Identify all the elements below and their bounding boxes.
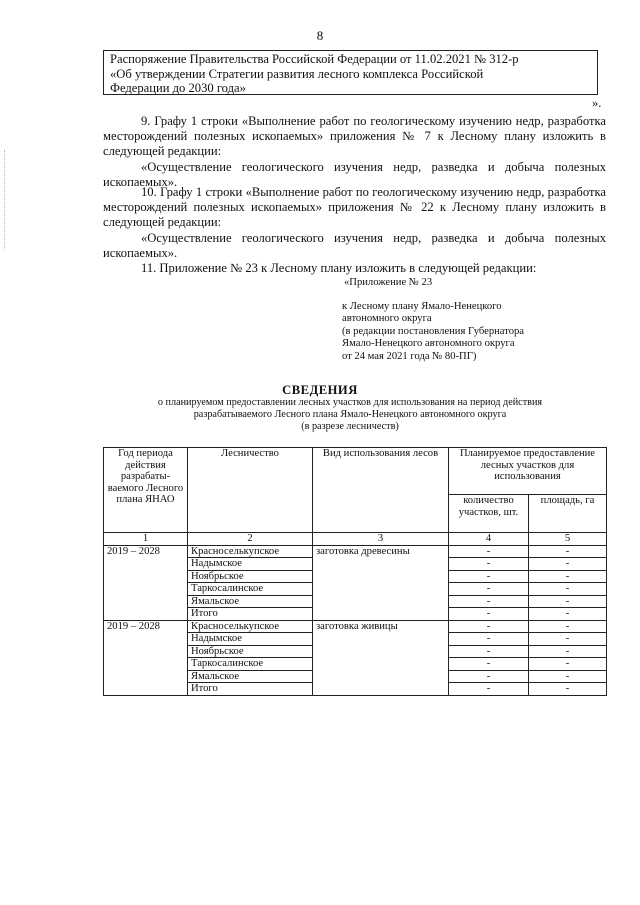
header-planned: Планируемое предоставление лесных участков для использования: [449, 448, 607, 495]
table-header-row: [104, 448, 607, 495]
count-cell: -: [449, 683, 529, 696]
section-subtitle: [100, 397, 600, 433]
paragraph-9: 9. Графу 1 строки «Выполнение работ по геологическому изучению недр, разработка месторождений полезных ископаемых» приложения № 7 к Лесному плану изложить в следующей редакции:: [103, 114, 606, 158]
area-cell: -: [529, 570, 607, 583]
col-number: 4: [449, 533, 529, 546]
forestry-cell: Красноселькупское: [188, 545, 313, 558]
forestry-cell: Таркосалинское: [188, 583, 313, 596]
subtitle-line-3: (в разрезе лесничеств): [301, 421, 399, 432]
subtitle-line-1: о планируемом предоставлении лесных участков для использования на период действия: [157, 397, 543, 408]
forestry-cell: Ямальское: [188, 595, 313, 608]
col-number: 5: [529, 533, 607, 546]
col-number: 1: [104, 533, 188, 546]
area-cell: -: [529, 583, 607, 596]
appendix-note: [342, 277, 602, 363]
count-cell: -: [449, 620, 529, 633]
page-number: 8: [316, 28, 324, 43]
period-cell: 2019 – 2028: [104, 545, 188, 620]
count-cell: -: [449, 645, 529, 658]
area-cell: -: [529, 633, 607, 646]
header-use-type: Вид использования лесов: [313, 448, 449, 533]
appendix-title: «Приложение № 23: [344, 277, 433, 288]
area-cell: -: [529, 620, 607, 633]
closing-quote: ».: [592, 96, 602, 110]
area-cell: -: [529, 645, 607, 658]
area-cell: -: [529, 670, 607, 683]
header-area: площадь, га: [529, 495, 607, 533]
count-cell: -: [449, 583, 529, 596]
paragraph-10-quote: «Осуществление геологического изучения недр, разведка и добыча полезных ископаемых».: [103, 231, 606, 260]
forestry-cell: Красноселькупское: [188, 620, 313, 633]
count-cell: -: [449, 545, 529, 558]
forestry-cell: Ноябрьское: [188, 570, 313, 583]
count-cell: -: [449, 595, 529, 608]
period-cell: 2019 – 2028: [104, 620, 188, 695]
forestry-cell: Ямальское: [188, 670, 313, 683]
section-title: СВЕДЕНИЯ: [282, 383, 358, 397]
use-type-cell: заготовка древесины: [313, 545, 449, 620]
area-cell: -: [529, 545, 607, 558]
header-count: количество участков, шт.: [449, 495, 529, 533]
appendix-line-4: Ямало-Ненецкого автономного округа: [342, 338, 515, 349]
paragraph-9-quote: «Осуществление геологического изучения недр, разведка и добыча полезных ископаемых».: [103, 160, 606, 189]
header-period: Год периода действия разрабаты-ваемого Лесного плана ЯНАО: [104, 448, 188, 533]
forestry-cell: Надымское: [188, 558, 313, 571]
appendix-line-1: к Лесному плану Ямало-Ненецкого: [342, 300, 502, 312]
count-cell: -: [449, 670, 529, 683]
column-number-row: [104, 533, 607, 546]
forestry-cell: Итого: [188, 608, 313, 621]
subtitle-line-2: разрабатываемого Лесного плана Ямало-Ненецкого автономного округа: [193, 409, 507, 420]
count-cell: -: [449, 633, 529, 646]
table-row: [104, 620, 607, 633]
appendix-line-5: от 24 мая 2021 года № 80-ПГ): [342, 350, 477, 362]
count-cell: -: [449, 570, 529, 583]
margin-marks: [4, 150, 8, 250]
count-cell: -: [449, 608, 529, 621]
col-number: 3: [313, 533, 449, 546]
paragraph-10: 10. Графу 1 строки «Выполнение работ по геологическому изучению недр, разработка месторождений полезных ископаемых» приложения № 22 к Лесному плану изложить в следующей редакции:: [103, 185, 606, 229]
header-line-1: Распоряжение Правительства Российской Федерации от 11.02.2021 № 312-р: [110, 52, 519, 66]
forestry-cell: Таркосалинское: [188, 658, 313, 671]
forestry-cell: Надымское: [188, 633, 313, 646]
table-row: [104, 545, 607, 558]
area-cell: -: [529, 558, 607, 571]
header-line-3: Федерации до 2030 года»: [110, 81, 246, 95]
header-forestry: Лесничество: [188, 448, 313, 533]
header-line-2: «Об утверждении Стратегии развития лесного комплекса Российской: [110, 66, 484, 81]
appendix-line-3: (в редакции постановления Губернатора: [342, 325, 525, 337]
forest-plots-table: [103, 447, 607, 696]
area-cell: -: [529, 608, 607, 621]
forestry-cell: Ноябрьское: [188, 645, 313, 658]
use-type-cell: заготовка живицы: [313, 620, 449, 695]
area-cell: -: [529, 683, 607, 696]
paragraph-11: 11. Приложение № 23 к Лесному плану изложить в следующей редакции:: [141, 261, 537, 275]
area-cell: -: [529, 658, 607, 671]
col-number: 2: [188, 533, 313, 546]
count-cell: -: [449, 558, 529, 571]
header-reference-box: [103, 50, 598, 95]
forestry-cell: Итого: [188, 683, 313, 696]
count-cell: -: [449, 658, 529, 671]
appendix-line-2: автономного округа: [342, 313, 432, 324]
area-cell: -: [529, 595, 607, 608]
